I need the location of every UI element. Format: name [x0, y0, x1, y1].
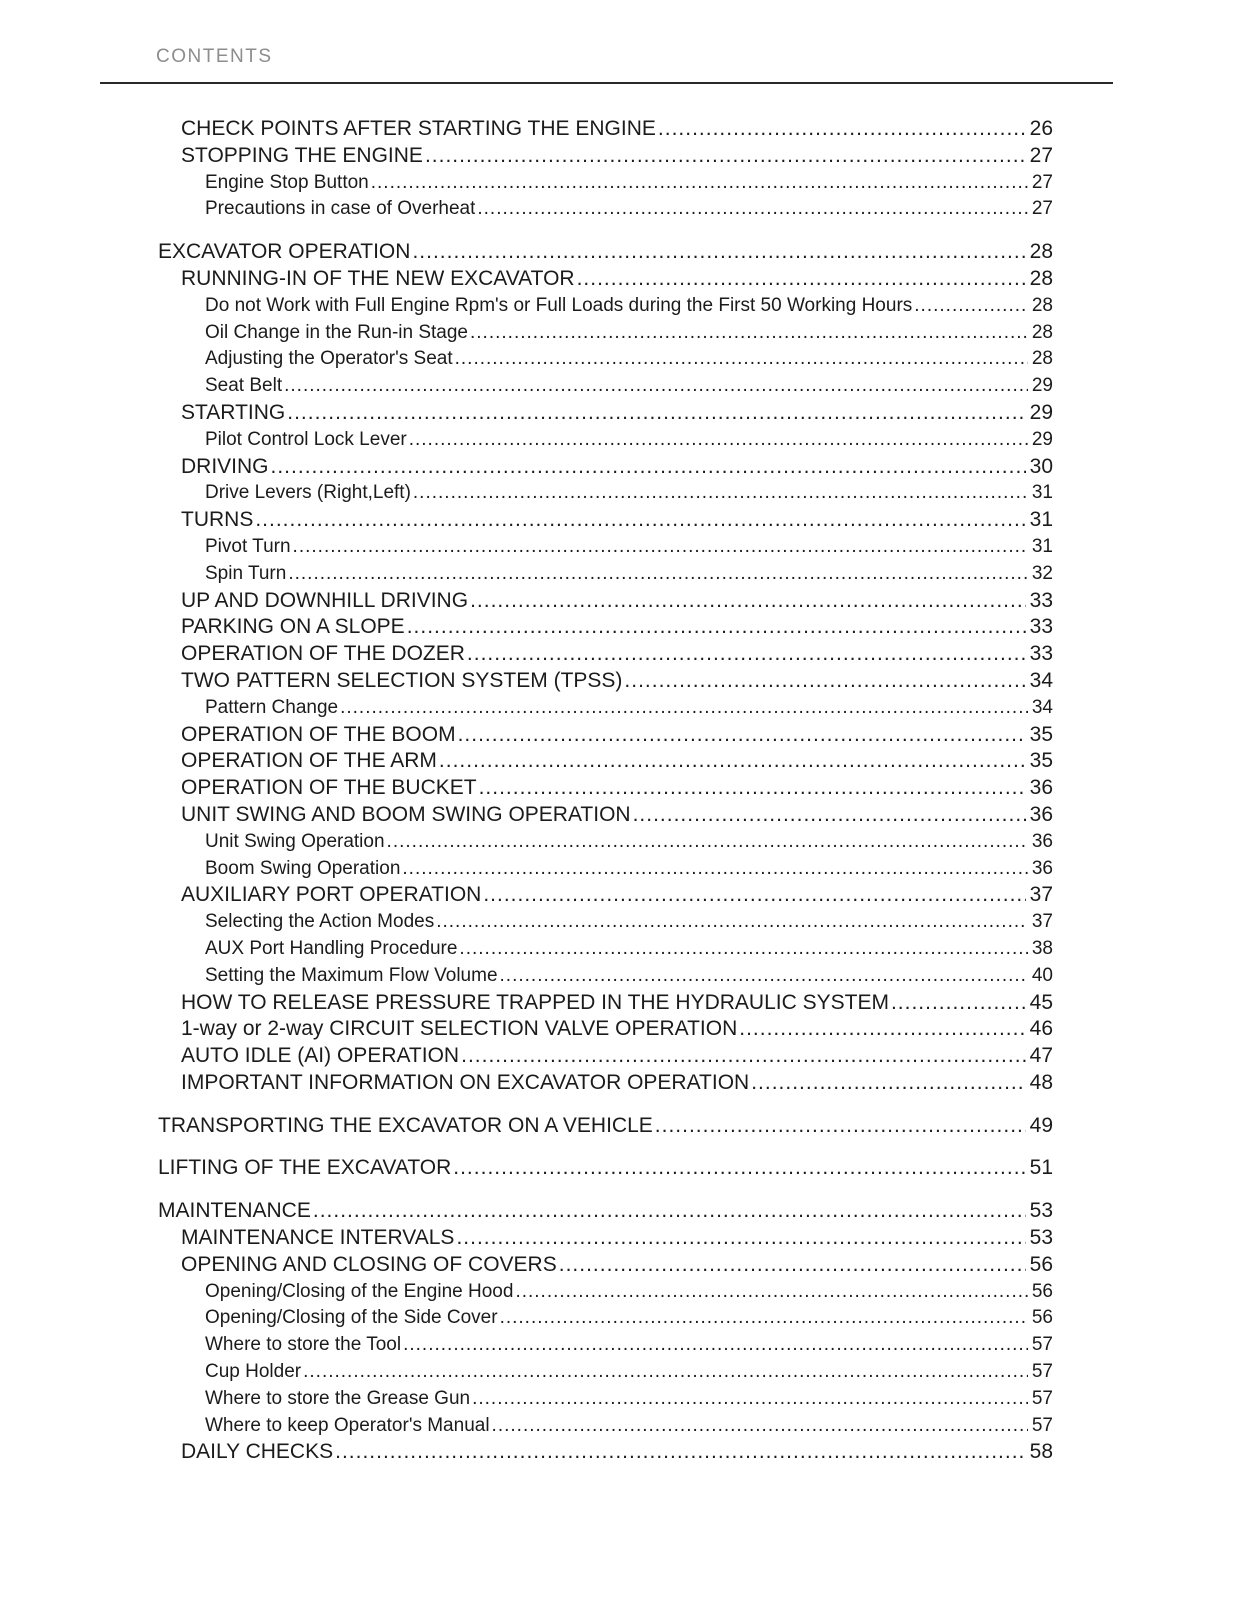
toc-leader-dots	[891, 990, 1026, 1017]
toc-entry	[158, 1439, 1053, 1466]
toc-entry	[158, 909, 1053, 936]
toc-entry-label: Opening/Closing of the Side Cover	[205, 1307, 498, 1329]
toc-entry-page: 31	[1029, 508, 1053, 532]
toc-entry	[158, 668, 1053, 695]
toc-entry	[158, 1225, 1053, 1252]
toc-entry-label: Boom Swing Operation	[205, 857, 401, 879]
toc-leader-dots	[403, 1332, 1028, 1359]
toc-leader-dots	[655, 1113, 1026, 1140]
toc-entry-label: STARTING	[181, 400, 286, 424]
toc-entry-label: AUX Port Handling Procedure	[205, 937, 458, 959]
toc-entry-label: MAINTENANCE INTERVALS	[181, 1226, 455, 1250]
toc-entry-page: 56	[1031, 1280, 1053, 1302]
toc-entry-page: 56	[1029, 1252, 1053, 1276]
toc-entry-page: 28	[1031, 348, 1053, 370]
toc-entry-page: 27	[1031, 198, 1053, 220]
toc-leader-dots	[284, 373, 1028, 400]
toc-entry-page: 36	[1031, 830, 1053, 852]
toc-entry-label: Pivot Turn	[205, 535, 291, 557]
toc-entry	[158, 427, 1053, 454]
toc-leader-dots	[470, 320, 1028, 347]
toc-leader-dots	[402, 856, 1027, 883]
toc-entry-page: 28	[1031, 294, 1053, 316]
toc-entry-page: 35	[1029, 749, 1053, 773]
toc-entry-label: OPERATION OF THE ARM	[181, 749, 437, 773]
toc-entry-label: Do not Work with Full Engine Rpm's or Full Loads during the First 50 Working Hours	[205, 294, 913, 316]
toc-entry-page: 36	[1031, 857, 1053, 879]
toc-entry	[158, 1305, 1053, 1332]
toc-entry-page: 57	[1031, 1414, 1053, 1436]
toc-entry-page: 29	[1029, 400, 1053, 424]
toc-entry-page: 29	[1031, 375, 1053, 397]
toc-entry	[158, 454, 1053, 481]
toc-entry-label: DRIVING	[181, 454, 269, 478]
toc-entry	[158, 775, 1053, 802]
toc-entry-page: 31	[1031, 482, 1053, 504]
toc-entry-page: 33	[1029, 588, 1053, 612]
toc-leader-dots	[455, 346, 1028, 373]
toc-entry-label: Seat Belt	[205, 375, 283, 397]
toc-entry-page: 49	[1029, 1113, 1053, 1137]
toc-entry	[158, 936, 1053, 963]
toc-entry	[158, 963, 1053, 990]
toc-entry-page: 31	[1031, 535, 1053, 557]
toc-entry-page: 58	[1029, 1440, 1053, 1464]
toc-entry	[158, 882, 1053, 909]
toc-entry-page: 53	[1029, 1226, 1053, 1250]
toc-entry	[158, 196, 1053, 223]
toc-list	[158, 116, 1053, 1466]
toc-entry	[158, 614, 1053, 641]
toc-entry-page: 57	[1031, 1361, 1053, 1383]
toc-entry	[158, 116, 1053, 143]
toc-entry-label: IMPORTANT INFORMATION ON EXCAVATOR OPERATION	[181, 1070, 750, 1094]
toc-entry-page: 36	[1029, 802, 1053, 826]
toc-entry-label: STOPPING THE ENGINE	[181, 143, 423, 167]
toc-leader-dots	[409, 427, 1028, 454]
toc-entry-label: HOW TO RELEASE PRESSURE TRAPPED IN THE HYDRAULIC SYSTEM	[181, 990, 889, 1014]
toc-leader-dots	[293, 534, 1028, 561]
toc-entry	[158, 1070, 1053, 1097]
toc-entry-label: TURNS	[181, 508, 254, 532]
toc-entry	[158, 1386, 1053, 1413]
toc-entry	[158, 990, 1053, 1017]
toc-leader-dots	[914, 293, 1028, 320]
toc-leader-dots	[559, 1252, 1026, 1279]
toc-entry	[158, 400, 1053, 427]
toc-entry-label: OPERATION OF THE DOZER	[181, 642, 465, 666]
toc-entry-label: CHECK POINTS AFTER STARTING THE ENGINE	[181, 117, 656, 140]
toc-entry-page: 26	[1029, 117, 1053, 140]
toc-leader-dots	[751, 1070, 1025, 1097]
toc-entry-label: MAINTENANCE	[158, 1199, 311, 1223]
toc-entry-label: Where to keep Operator's Manual	[205, 1414, 490, 1436]
toc-entry-label: Where to store the Grease Gun	[205, 1387, 471, 1409]
toc-entry-page: 34	[1029, 668, 1053, 692]
toc-entry-label: Where to store the Tool	[205, 1334, 402, 1356]
toc-entry-page: 35	[1029, 722, 1053, 746]
toc-leader-dots	[335, 1439, 1026, 1466]
toc-entry-page: 30	[1029, 454, 1053, 478]
toc-leader-dots	[739, 1016, 1025, 1043]
toc-leader-dots	[624, 668, 1025, 695]
toc-leader-dots	[439, 748, 1026, 775]
toc-leader-dots	[472, 1386, 1028, 1413]
toc-entry	[158, 346, 1053, 373]
toc-entry-page: 57	[1031, 1387, 1053, 1409]
toc-leader-dots	[255, 507, 1025, 534]
toc-entry-label: LIFTING OF THE EXCAVATOR	[158, 1156, 452, 1180]
toc-entry	[158, 293, 1053, 320]
toc-entry	[158, 748, 1053, 775]
toc-entry	[158, 695, 1053, 722]
toc-entry-label: Setting the Maximum Flow Volume	[205, 964, 498, 986]
toc-leader-dots	[387, 829, 1028, 856]
toc-entry-page: 37	[1029, 883, 1053, 907]
toc-leader-dots	[500, 963, 1028, 990]
toc-leader-dots	[425, 143, 1026, 170]
toc-entry	[158, 641, 1053, 668]
toc-leader-dots	[456, 1225, 1025, 1252]
toc-entry-label: Oil Change in the Run-in Stage	[205, 321, 468, 343]
page-header-title: CONTENTS	[156, 46, 273, 67]
toc-leader-dots	[470, 588, 1026, 615]
toc-entry-label: TWO PATTERN SELECTION SYSTEM (TPSS)	[181, 668, 623, 692]
toc-leader-dots	[287, 400, 1025, 427]
toc-entry-label: UP AND DOWNHILL DRIVING	[181, 588, 469, 612]
toc-leader-dots	[515, 1279, 1027, 1306]
toc-leader-dots	[413, 480, 1028, 507]
toc-entry-page: 46	[1029, 1017, 1053, 1041]
toc-leader-dots	[461, 1043, 1026, 1070]
toc-entry	[158, 856, 1053, 883]
toc-entry	[158, 561, 1053, 588]
toc-entry-page: 28	[1029, 240, 1053, 264]
toc-entry-label: Pattern Change	[205, 696, 339, 718]
toc-entry-page: 33	[1029, 642, 1053, 666]
toc-entry-label: RUNNING-IN OF THE NEW EXCAVATOR	[181, 266, 575, 290]
toc-leader-dots	[271, 454, 1026, 481]
toc-entry-page: 51	[1029, 1156, 1053, 1180]
toc-entry-page: 34	[1031, 696, 1053, 718]
toc-entry	[158, 722, 1053, 749]
toc-entry-page: 45	[1029, 990, 1053, 1014]
toc-entry	[158, 1155, 1053, 1182]
toc-entry-label: Engine Stop Button	[205, 171, 369, 193]
toc-entry-label: AUTO IDLE (AI) OPERATION	[181, 1044, 460, 1068]
toc-leader-dots	[477, 196, 1027, 223]
toc-entry-label: DAILY CHECKS	[181, 1440, 334, 1464]
toc-entry-label: OPENING AND CLOSING OF COVERS	[181, 1252, 557, 1276]
toc-entry	[158, 266, 1053, 293]
toc-leader-dots	[407, 614, 1026, 641]
toc-entry-page: 27	[1031, 171, 1053, 193]
toc-entry	[158, 588, 1053, 615]
toc-leader-dots	[492, 1413, 1028, 1440]
toc-entry	[158, 320, 1053, 347]
toc-entry	[158, 1252, 1053, 1279]
toc-entry-label: Unit Swing Operation	[205, 830, 385, 852]
toc-leader-dots	[500, 1305, 1028, 1332]
toc-entry-label: Spin Turn	[205, 562, 287, 584]
toc-entry-page: 37	[1031, 911, 1053, 933]
toc-entry-page: 28	[1031, 321, 1053, 343]
toc-leader-dots	[658, 116, 1026, 143]
toc-entry-label: 1-way or 2-way CIRCUIT SELECTION VALVE OPERATION	[181, 1017, 738, 1041]
toc-entry-label: Selecting the Action Modes	[205, 911, 435, 933]
toc-leader-dots	[288, 561, 1028, 588]
toc-entry-page: 47	[1029, 1044, 1053, 1068]
header-divider-rule	[100, 82, 1113, 84]
toc-entry-page: 29	[1031, 428, 1053, 450]
toc-entry-page: 57	[1031, 1334, 1053, 1356]
toc-leader-dots	[483, 882, 1025, 909]
toc-leader-dots	[436, 909, 1028, 936]
toc-entry-label: Opening/Closing of the Engine Hood	[205, 1280, 514, 1302]
toc-entry-label: Pilot Control Lock Lever	[205, 428, 407, 450]
toc-entry-page: 40	[1031, 964, 1053, 986]
toc-entry	[158, 1113, 1053, 1140]
toc-entry-label: UNIT SWING AND BOOM SWING OPERATION	[181, 802, 631, 826]
toc-entry-label: Adjusting the Operator's Seat	[205, 348, 453, 370]
toc-leader-dots	[458, 722, 1026, 749]
toc-entry	[158, 1413, 1053, 1440]
toc-entry-page: 53	[1029, 1199, 1053, 1223]
toc-entry	[158, 1359, 1053, 1386]
toc-leader-dots	[577, 266, 1026, 293]
toc-entry-page: 32	[1031, 562, 1053, 584]
toc-leader-dots	[412, 239, 1025, 266]
toc-entry-page: 27	[1029, 143, 1053, 167]
toc-entry-label: PARKING ON A SLOPE	[181, 615, 405, 639]
toc-leader-dots	[371, 170, 1028, 197]
toc-entry	[158, 802, 1053, 829]
toc-leader-dots	[467, 641, 1026, 668]
toc-entry	[158, 239, 1053, 266]
toc-entry-page: 38	[1031, 937, 1053, 959]
toc-entry-label: TRANSPORTING THE EXCAVATOR ON A VEHICLE	[158, 1113, 653, 1137]
toc-entry-label: AUXILIARY PORT OPERATION	[181, 883, 482, 907]
toc-entry-label: EXCAVATOR OPERATION	[158, 240, 411, 264]
toc-entry-page: 48	[1029, 1070, 1053, 1094]
toc-entry-label: Drive Levers (Right,Left)	[205, 482, 411, 504]
toc-entry-page: 33	[1029, 615, 1053, 639]
toc-leader-dots	[340, 695, 1028, 722]
toc-entry	[158, 534, 1053, 561]
toc-leader-dots	[313, 1198, 1026, 1225]
toc-entry	[158, 373, 1053, 400]
toc-entry	[158, 1279, 1053, 1306]
toc-leader-dots	[303, 1359, 1028, 1386]
toc-entry-label: OPERATION OF THE BOOM	[181, 722, 456, 746]
toc-entry	[158, 507, 1053, 534]
toc-entry	[158, 143, 1053, 170]
toc-entry-page: 28	[1029, 266, 1053, 290]
toc-entry	[158, 170, 1053, 197]
toc-entry-page: 56	[1031, 1307, 1053, 1329]
toc-entry	[158, 1198, 1053, 1225]
toc-entry	[158, 1043, 1053, 1070]
toc-entry-label: OPERATION OF THE BUCKET	[181, 776, 477, 800]
toc-entry-page: 36	[1029, 776, 1053, 800]
toc-entry-label: Cup Holder	[205, 1361, 302, 1383]
toc-entry-label: Precautions in case of Overheat	[205, 198, 476, 220]
toc-leader-dots	[459, 936, 1027, 963]
toc-entry	[158, 1332, 1053, 1359]
toc-leader-dots	[479, 775, 1026, 802]
toc-entry	[158, 829, 1053, 856]
toc-leader-dots	[453, 1155, 1025, 1182]
toc-entry	[158, 480, 1053, 507]
toc-entry	[158, 1016, 1053, 1043]
toc-leader-dots	[633, 802, 1026, 829]
